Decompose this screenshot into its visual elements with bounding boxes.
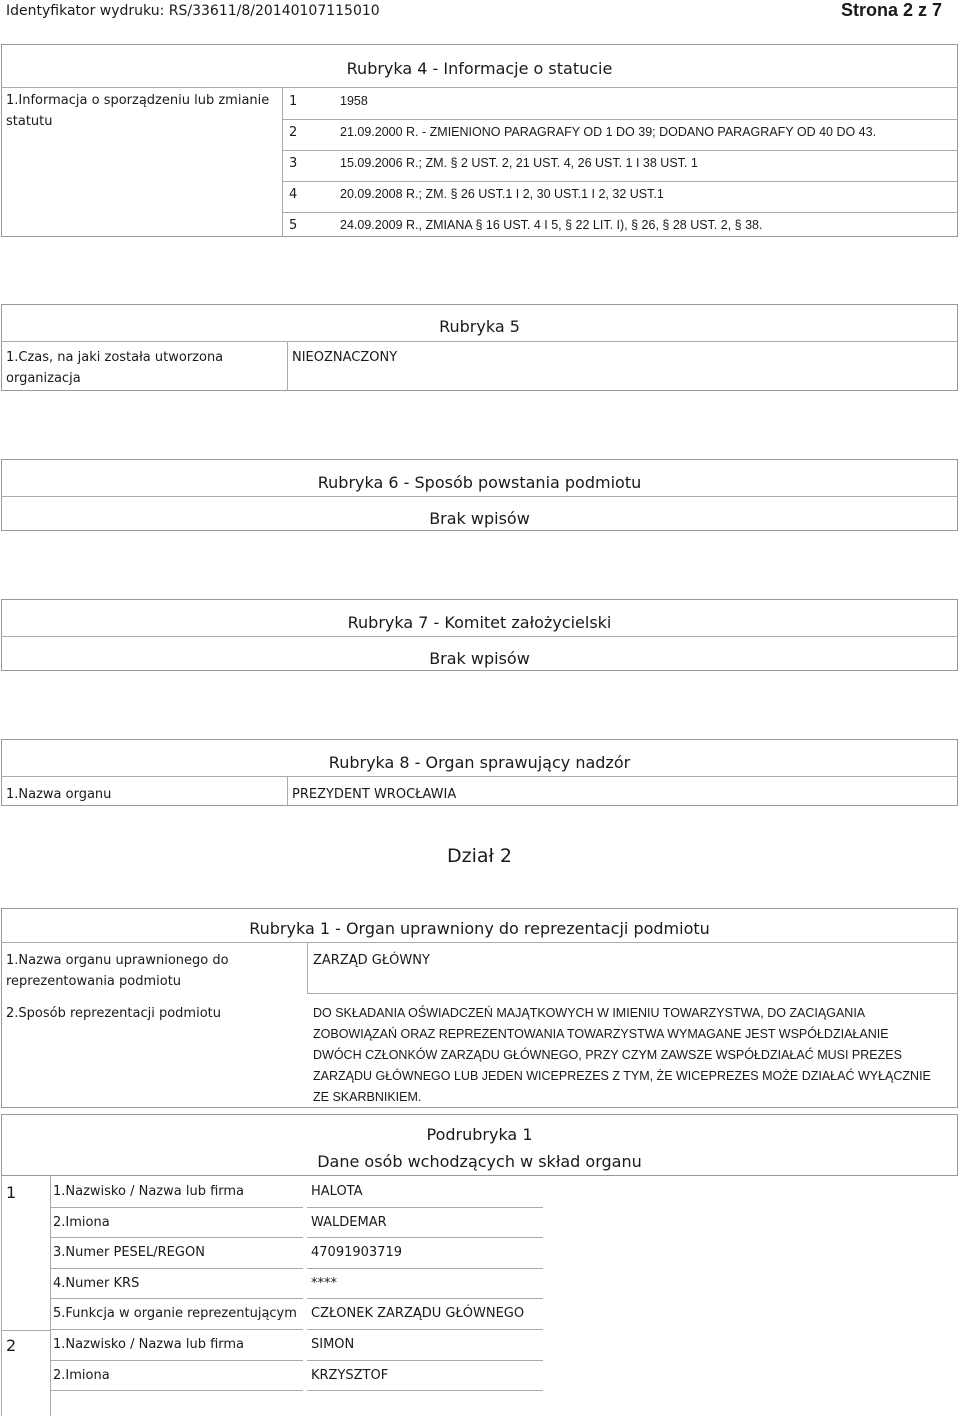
person-field-value: CZŁONEK ZARZĄDU GŁÓWNEGO: [311, 1306, 525, 1322]
rubryka7-empty: Brak wpisów: [429, 649, 530, 668]
representation-label: 2.Sposób reprezentacji podmiotu: [6, 1006, 221, 1021]
rubryka7-title: Rubryka 7 - Komitet założycielski: [347, 613, 612, 632]
statute-row-text: 21.09.2000 R. - ZMIENIONO PARAGRAFY OD 1 DO 39; DODANO PARAGRAFY OD 40 DO 43.: [340, 125, 877, 139]
statute-row-number: 3: [289, 156, 298, 171]
d2r1-title: Rubryka 1 - Organ uprawniony do reprezentacji podmiotu: [249, 919, 710, 938]
print-identifier: Identyfikator wydruku: RS/33611/8/20140107115010: [6, 3, 380, 19]
rubryka4-title: Rubryka 4 - Informacje o statucie: [346, 59, 613, 78]
person-field-label: 2.Imiona: [53, 1214, 110, 1230]
statute-row-number: 2: [289, 125, 298, 140]
rubryka6-empty: Brak wpisów: [429, 509, 530, 528]
person-field-label: 1.Nazwisko / Nazwa lub firma: [53, 1337, 245, 1352]
rubryka8-title: Rubryka 8 - Organ sprawujący nadzór: [328, 753, 631, 772]
person-field-value: SIMON: [311, 1337, 355, 1352]
person-field-label: 3.Numer PESEL/REGON: [53, 1245, 205, 1261]
rubryka5-title: Rubryka 5: [439, 317, 520, 336]
statute-row-text: 24.09.2009 R., ZMIANA § 16 UST. 4 I 5, § 22 LIT. I), § 26, § 28 UST. 2, § 38.: [340, 218, 763, 232]
section-title: Dział 2: [446, 845, 513, 867]
statute-row-number: 4: [289, 187, 298, 202]
statute-row-text: 20.09.2008 R.; ZM. § 26 UST.1 I 2, 30 UST.1 I 2, 32 UST.1: [340, 187, 664, 201]
person-field-value: KRZYSZTOF: [311, 1367, 389, 1383]
person-number: 2: [6, 1336, 17, 1355]
rubryka6-title: Rubryka 6 - Sposób powstania podmiotu: [317, 473, 642, 492]
organ-name-value: ZARZĄD GŁÓWNY: [313, 953, 430, 968]
organ-name-label: 1.Nazwa organu uprawnionego do reprezentowania podmiotu: [6, 953, 229, 989]
statute-row-number: 1: [289, 94, 298, 109]
person-field-value: WALDEMAR: [311, 1214, 387, 1230]
supervisor-value: PREZYDENT WROCŁAWIA: [292, 787, 457, 802]
person-field-value: 47091903719: [311, 1245, 402, 1261]
page-number: Strona 2 z 7: [840, 0, 942, 20]
person-field-value: ****: [311, 1275, 337, 1291]
rubryka8-box: [1, 739, 958, 806]
duration-label: 1.Czas, na jaki została utworzona organizacja: [6, 350, 224, 386]
person-field-value: HALOTA: [311, 1184, 363, 1199]
representation-value: DO SKŁADANIA OŚWIADCZEŃ MAJĄTKOWYCH W IMIENIU TOWARZYSTWA, DO ZACIĄGANIA ZOBOWIĄZAŃ ORAZ REPREZENTOWANIA TOWARZYSTWA WYMAGANE JEST WSPÓŁDZIAŁANIE DWÓCH CZŁONKÓW ZARZĄDU GŁÓWNEGO, PRZY CZYM ZAWSZE WSPÓŁDZIAŁAĆ MUSI PREZES ZARZĄDU GŁÓWNEGO LUB JEDEN WICEPREZES Z TYM, ŻE WICEPREZES MOŻE DZIAŁAĆ WYŁĄCZNIE ZE SKARBNIKIEM.: [313, 1006, 931, 1104]
supervisor-label: 1.Nazwa organu: [6, 787, 112, 802]
statute-label: 1.Informacja o sporządzeniu lub zmianie statutu: [6, 93, 270, 129]
podrubryka-subtitle: Dane osób wchodzących w skład organu: [317, 1152, 642, 1171]
statute-row-text: 15.09.2006 R.; ZM. § 2 UST. 2, 21 UST. 4, 26 UST. 1 I 38 UST. 1: [340, 156, 698, 170]
person-field-label: 2.Imiona: [53, 1367, 110, 1383]
person-number: 1: [6, 1183, 17, 1202]
podrubryka-title: Podrubryka 1: [426, 1125, 533, 1144]
person-field-label: 1.Nazwisko / Nazwa lub firma: [53, 1184, 245, 1199]
statute-row-text: 1958: [340, 94, 368, 108]
person-field-label: 4.Numer KRS: [53, 1275, 140, 1291]
person-field-label: 5.Funkcja w organie reprezentującym: [53, 1306, 297, 1322]
duration-value: NIEOZNACZONY: [292, 350, 398, 365]
statute-row-number: 5: [289, 218, 298, 233]
